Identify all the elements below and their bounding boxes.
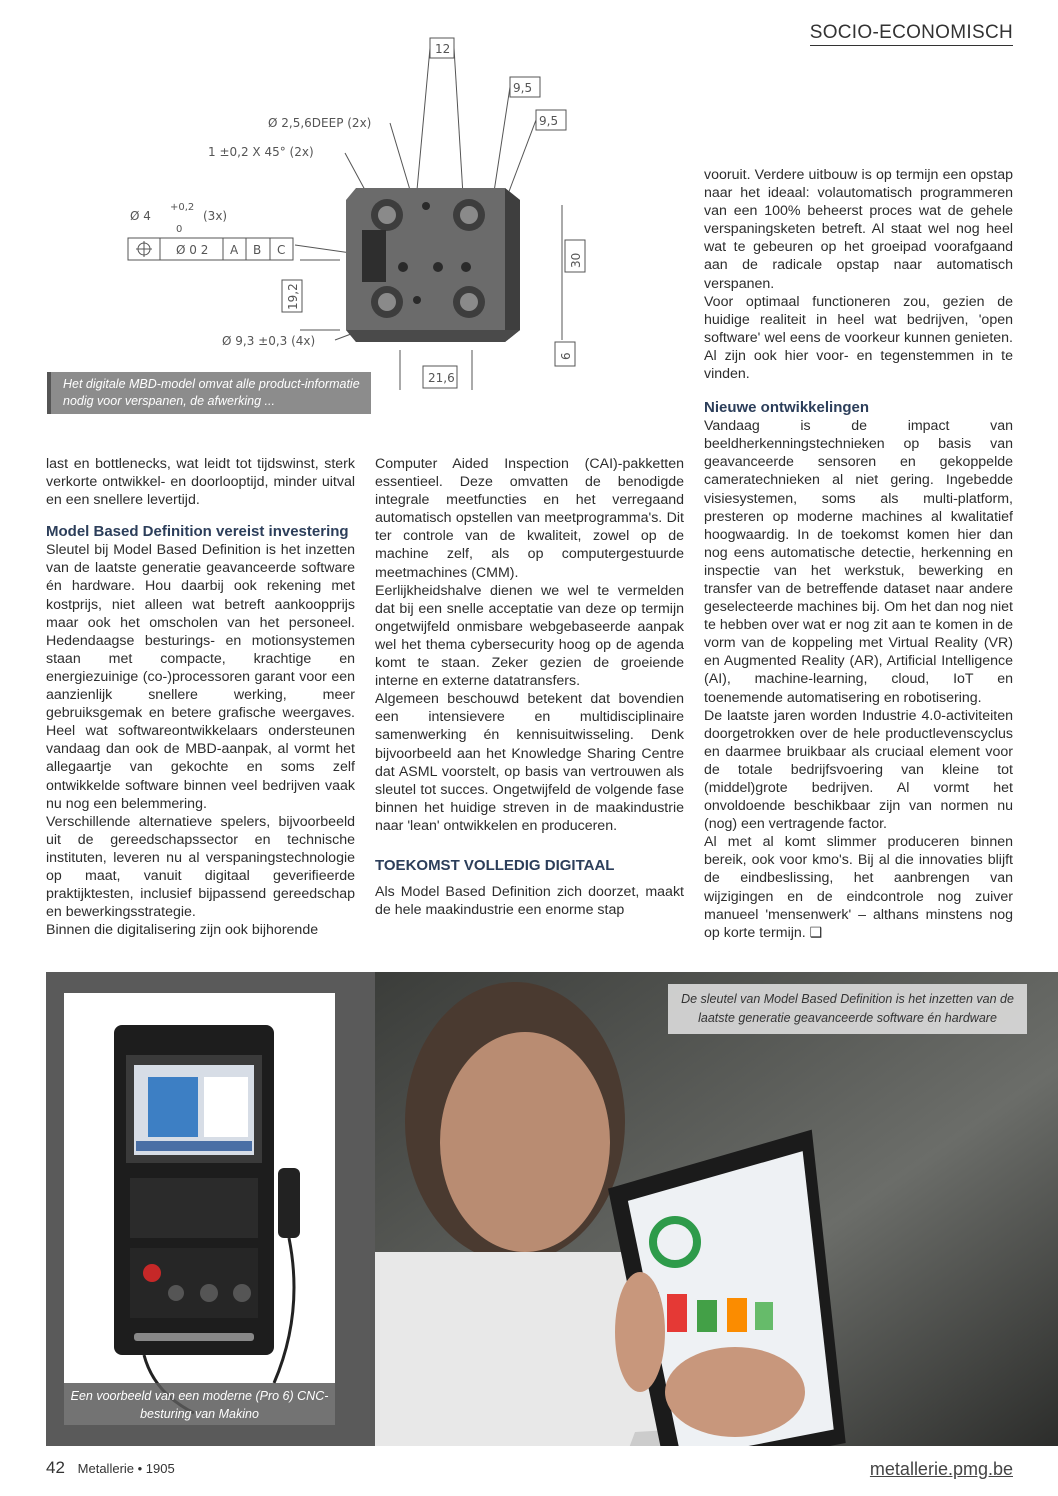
- tablet-caption: De sleutel van Model Based Definition is het inzetten van de laatste generatie geavanceerde software én hardware: [668, 984, 1027, 1034]
- tablet-photo: [375, 972, 1058, 1446]
- dim-6: 6: [559, 352, 573, 360]
- col3-paragraph: Al met al komt slimmer produceren binnen bereik, ook voor kmo's. Bij al die innovaties blijft de eindbeslissing, het aanbrengen van wijzigingen en de eindcontrole nog zuiver manueel 'mensenwerk' – althans minstens nog op korte termijn. ❑: [704, 834, 1013, 941]
- dim-30: 30: [569, 252, 583, 268]
- callout-tol-zero: 0: [176, 224, 183, 235]
- gdt-datum-a: A: [230, 243, 239, 257]
- callout-dia4: Ø 4: [130, 209, 151, 223]
- footer-left: [46, 1458, 175, 1478]
- col3-paragraph: Voor optimaal functioneren zou, gezien de huidige realiteit in heel wat bedrijven, 'open software' wel eens de voorkeur kunnen genieten. Al zijn ook hier voor- en tegenstemmen in te vinden.: [704, 293, 1013, 383]
- col2-paragraph: Eerlijkheidshalve dienen we wel te vermelden dat bij een snelle acceptatie van deze op termijn ongetwijfeld onmisbare webgebaseerde aanpak wel het thema cybersecurity hoog op de agenda komt te staan. Zeker gezien de groeiende interne en externe datatransfers.: [375, 582, 684, 690]
- col3-paragraph: De laatste jaren worden Industrie 4.0-activiteiten doorgetrokken over de hele productlevenscyclus en daarmee bruikbaar als cruciaal element voor de totale bedrijfsvoering van kleine tot (middel)grote bedrijven. Al vormt het onvoldoende beschikbaar zijn van normen nu (nog) een vertragende factor.: [704, 707, 1013, 833]
- callout-deep: Ø 2,5,6DEEP (2x): [268, 116, 372, 130]
- col2-paragraph: Als Model Based Definition zich doorzet, maakt de hele maakindustrie een enorme stap: [375, 883, 684, 919]
- col2-paragraph: Algemeen beschouwd betekent dat bovendien een intensievere en multidisciplinaire samenwerking én kennisuitwisseling. Denk bijvoorbeeld aan het Knowledge Sharing Centre dat ASML voorstelt, op basis van vertrouwen als sleutel tot succes. Ongetwijfeld de volgende fase binnen het huidige streven in de maakindustrie naar 'lean' ontwikkelen en produceren.: [375, 691, 684, 834]
- tablet-illustration: [375, 972, 1058, 1446]
- col1-paragraph: Verschillende alternatieve spelers, bijvoorbeeld uit de gereedschapssector en technische instituten, leveren nu al verspaningstechnologie op maat, vanuit digitaal geverifieerde praktijktesten, inclusief bijpassend gereedschap en bewerkingsstrategie.: [46, 813, 355, 921]
- dim-12: 12: [435, 42, 451, 56]
- dim-9-5-a: 9,5: [513, 81, 533, 95]
- col3-paragraph: vooruit. Verdere uitbouw is op termijn een opstap naar het ideaal: volautomatisch programmeren van een 100% beheerst proces wat de gehele verspaningsketen betreft. Al staat wel nog heel wat te gebeuren op het groeipad voorafgaand aan de radicale opstap naar automatisch verspanen.: [704, 167, 1013, 292]
- figure-caption-top: Het digitale MBD-model omvat alle product-informatie nodig voor verspanen, de afwerking ...: [47, 372, 371, 414]
- gdt-datum-c: C: [277, 243, 286, 257]
- callout-3x: (3x): [203, 209, 228, 223]
- cnc-photo: [64, 993, 335, 1425]
- callout-chamfer: 1 ±0,2 X 45° (2x): [208, 145, 314, 159]
- column-2: [375, 455, 684, 919]
- section-tag: SOCIO-ECONOMISCH: [810, 22, 1013, 46]
- dim-9-5-b: 9,5: [539, 114, 559, 128]
- col2-paragraph: Computer Aided Inspection (CAI)-pakketten essentieel. Deze omvatten de benodigde integrale meetfuncties en het verregaand automatisch opstellen van meetprogramma's. Dit ter controle van de kwaliteit, zowel op de machine zelf, als op computergestuurde meetmachines (CMM).: [375, 456, 684, 581]
- col1-paragraph: last en bottlenecks, wat leidt tot tijdswinst, sterk verkorte ontwikkel- en doorlooptijd, minder uitval en een snellere levertijd.: [46, 456, 355, 509]
- mbd-drawing: [100, 30, 600, 430]
- part-3d: [346, 188, 520, 342]
- col3-paragraph: Vandaag is de impact van beeldherkenningstechnieken op basis van geavanceerde sensoren en gekoppelde cameratechnieken al niet gering. Ingebedde visiesystemen, soms als multi-platform, presteren op moderne machines al kwalitatief hoogwaardig. In de toekomst komen hier dan nog eens automatische detectie, herkenning en inspectie van het werkstuk, bewerking en transfer van de betreffende dataset naar andere geselecteerde machines bij. Om het dan nog niet te hebben over wat er nog zit aan te komen in de vorm van de koppeling met Virtual Reality (VR) en Augmented Reality (AR), Artificial Intelligence (AI), machine-learning, cloud, IoT en toenemende automatisering en robotisering.: [704, 418, 1013, 706]
- gdt-datum-b: B: [253, 243, 262, 257]
- cnc-illustration: [64, 993, 335, 1425]
- dim-21-6: 21,6: [428, 371, 455, 385]
- column-3: [704, 166, 1013, 942]
- dim-19-2: 19,2: [286, 283, 300, 310]
- page-number: 42: [46, 1458, 65, 1477]
- col3-heading: Nieuwe ontwikkelingen: [704, 399, 870, 417]
- col1-heading: Model Based Definition vereist investering: [46, 523, 349, 541]
- col1-paragraph: Sleutel bij Model Based Definition is het inzetten van de laatste generatie geavanceerde software én hardware. Hou daarbij ook rekening met kostprijs, niet alleen wat betreft aankoopprijs maar ook het omscholen van het personeel. Hedendaagse besturings- en motionsystemen staan met compacte, krachtige en energiezuinige (co-)processoren garant voor een aanzienlijk snellere werking, meer gebruiksgemak en betere grafische weergaves. Heel wat softwareontwikkelaars ondersteunen vandaag dan ook de MBD-aanpak, al vormt het allegaartje van gekochte en soms zelf ontwikkelde software binnen veel bedrijven vaak nu nog een belemmering.: [46, 542, 355, 812]
- callout-dia9: Ø 9,3 ±0,3 (4x): [222, 334, 316, 348]
- gdt-tolerance: Ø 0 2: [176, 243, 209, 257]
- column-1: [46, 455, 355, 939]
- cnc-caption: Een voorbeeld van een moderne (Pro 6) CNC-besturing van Makino: [64, 1383, 335, 1427]
- col2-heading: TOEKOMST VOLLEDIG DIGITAAL: [375, 856, 615, 874]
- magazine-issue: Metallerie • 1905: [77, 1461, 175, 1476]
- callout-tol-plus: +0,2: [170, 202, 195, 213]
- footer-url-link[interactable]: metallerie.pmg.be: [869, 1459, 1013, 1479]
- col1-paragraph: Binnen die digitalisering zijn ook bijhorende: [46, 922, 319, 939]
